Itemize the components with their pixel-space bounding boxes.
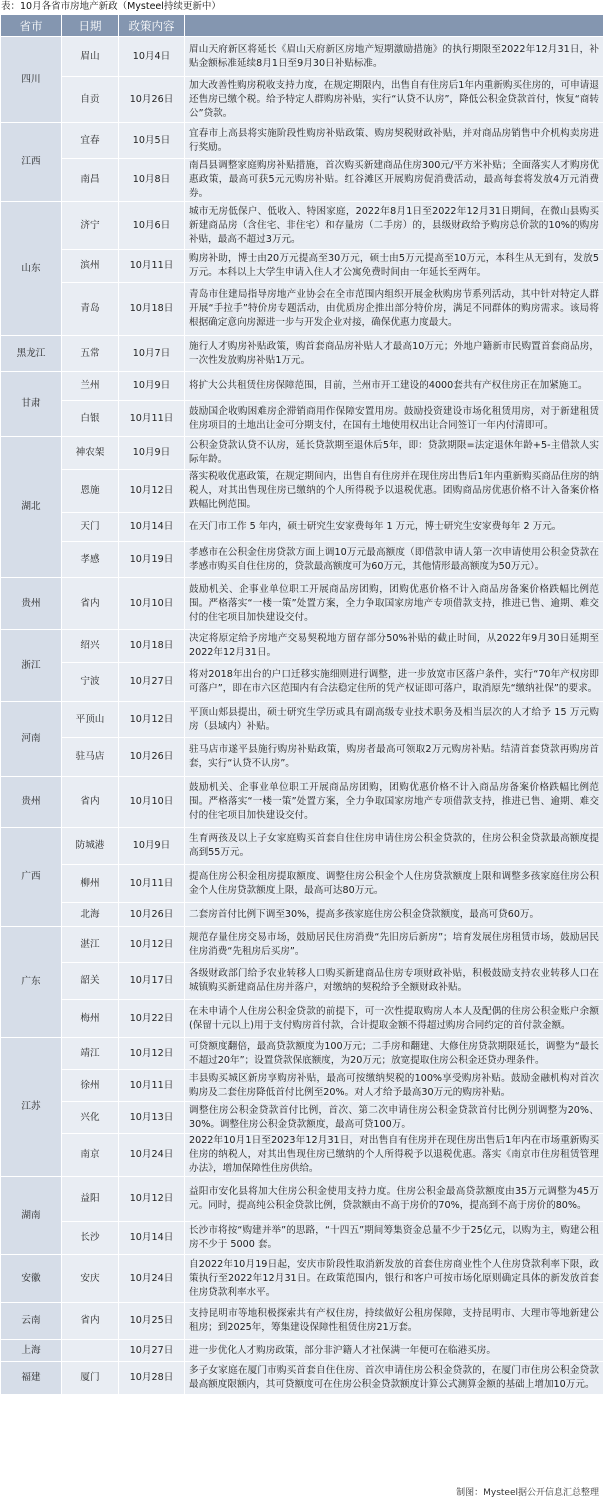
city-cell: 驻马店 bbox=[62, 738, 119, 777]
policy-text-cell: 益阳市安化县将加大住房公积金使用支持力度。住房公积金最高贷款额度由35万元调整为45万元。同时，提高纯公积金贷款比例，贷款额由不高于房价的70%，提高到不高于房价的80%。 bbox=[185, 1177, 603, 1222]
province-cell: 河南 bbox=[1, 702, 62, 777]
table-row bbox=[1, 283, 603, 336]
policy-text-cell: 各级财政部门给予农业转移人口购买新建商品住房专项财政补贴，积极鼓励支持农业转移人口在城镇购买新建商品住房并落户，对缴纳的契税给予全额财政补贴。 bbox=[185, 963, 603, 1000]
city-cell: 安庆 bbox=[62, 1255, 119, 1303]
city-cell: 孝感 bbox=[62, 542, 119, 578]
city-cell: 北海 bbox=[62, 903, 119, 927]
policy-text-cell: 提高住房公积金租房提取额度、调整住房公积金个人住房贷款额度上限和调整多孩家庭住房公积金个人住房贷款额度上限，最高可达80万元。 bbox=[185, 865, 603, 903]
province-cell: 甘肃 bbox=[1, 372, 62, 437]
date-cell: 10月12日 bbox=[119, 470, 185, 513]
province-cell: 上海 bbox=[1, 1340, 62, 1362]
table-row bbox=[1, 702, 603, 738]
date-cell: 10月28日 bbox=[119, 1362, 185, 1395]
date-cell: 10月14日 bbox=[119, 1222, 185, 1255]
date-cell: 10月11日 bbox=[119, 401, 185, 437]
date-cell: 10月26日 bbox=[119, 738, 185, 777]
table-row bbox=[1, 963, 603, 1000]
header-city: 日期 bbox=[62, 15, 119, 37]
city-cell: 五常 bbox=[62, 336, 119, 372]
city-cell: 白银 bbox=[62, 401, 119, 437]
city-cell: 南昌 bbox=[62, 159, 119, 202]
policy-text-cell: 支持昆明市等地积极探索共有产权住房，持续做好公租房保障，支持昆明市、大理市等地新建公租房；到2025年，筹集建设保障性租赁住房21万套。 bbox=[185, 1303, 603, 1340]
policy-text-cell: 生育两孩及以上子女家庭购买首套自住住房申请住房公积金贷款的，住房公积金贷款最高额度提高到55万元。 bbox=[185, 828, 603, 865]
city-cell: 济宁 bbox=[62, 202, 119, 250]
table-row bbox=[1, 663, 603, 702]
city-cell: 自贡 bbox=[62, 77, 119, 123]
table-row bbox=[1, 828, 603, 865]
policy-text-cell: 二套房首付比例下调至30%，提高多孩家庭住房公积金贷款额度，最高可贷60万。 bbox=[185, 903, 603, 927]
table-row bbox=[1, 437, 603, 470]
city-cell: 厦门 bbox=[62, 1362, 119, 1395]
province-cell: 云南 bbox=[1, 1303, 62, 1340]
policy-text-cell: 城市无房低保户、低收入、特困家庭，2022年8月1日至2022年12月31日期间，在微山县购买新建商品房（含住宅、非住宅）和存量房（二手房）的，县级财政给予购房总价款的10%的购房补贴，最高不超过3万元。 bbox=[185, 202, 603, 250]
table-row bbox=[1, 1362, 603, 1395]
city-cell: 宁波 bbox=[62, 663, 119, 702]
province-cell: 黑龙江 bbox=[1, 336, 62, 372]
table-row bbox=[1, 202, 603, 250]
city-cell: 省内 bbox=[62, 777, 119, 828]
city-cell: 省内 bbox=[62, 578, 119, 630]
date-cell: 10月19日 bbox=[119, 542, 185, 578]
policy-text-cell: 在未申请个人住房公积金贷款的前提下，可一次性提取购房人本人及配偶的住房公积金账户余额(保留十元以上)用于支付购房首付款，合计提取金额不得超过购房合同约定的首付款金额。 bbox=[185, 1000, 603, 1038]
city-cell: 防城港 bbox=[62, 828, 119, 865]
city-cell: 宜春 bbox=[62, 123, 119, 159]
table-row bbox=[1, 159, 603, 202]
province-cell: 浙江 bbox=[1, 630, 62, 702]
source-note: 制图：Mysteel据公开信息汇总整理 bbox=[456, 1488, 599, 1498]
city-cell: 南京 bbox=[62, 1134, 119, 1177]
policy-text-cell: 购房补助，博士由20万元提高至30万元，硕士由5万元提高至10万元，本科生从无到有，发放5万元。本科以上大学生申请入住人才公寓免费时间由一年延长至两年。 bbox=[185, 250, 603, 283]
city-cell: 省内 bbox=[62, 1303, 119, 1340]
province-cell: 江西 bbox=[1, 123, 62, 202]
table-row bbox=[1, 77, 603, 123]
city-cell: 兴化 bbox=[62, 1102, 119, 1134]
policy-text-cell: 鼓励机关、企事业单位职工开展商品房团购，团购优惠价格不计入商品房备案价格跌幅比例范围。严格落实“一楼一策”处置方案，全力争取国家房地产专项借款支持，推进已售、逾期、难交付的住宅项目加快建设交付。 bbox=[185, 578, 603, 630]
policy-text-cell: 鼓励国企收购困难房企滞销商用作保障安置用房。鼓励投资建设市场化租赁用房，对于新建租赁住房项目的土地出让金可分期支付，在国有土地使用权出让合同签订一年内付清即可。 bbox=[185, 401, 603, 437]
policy-text-cell: 进一步优化人才购房政策，部分非沪籍人才社保满一年便可在临港买房。 bbox=[185, 1340, 603, 1362]
policy-text-cell: 落实税收优惠政策，在规定期间内，出售自有住房并在现住房出售后1年内重新购买商品住房的纳税人，对其出售现住房已缴纳的个人所得税予以退税优惠。团购商品房优惠价格不计入备案价格跌幅比例范围。 bbox=[185, 470, 603, 513]
date-cell: 10月22日 bbox=[119, 1000, 185, 1038]
date-cell: 10月6日 bbox=[119, 202, 185, 250]
table-row bbox=[1, 777, 603, 828]
date-cell: 10月24日 bbox=[119, 1255, 185, 1303]
policy-text-cell: 鼓励机关、企事业单位职工开展商品房团购，团购优惠价格不计入商品房备案价格跌幅比例范围。严格落实“一楼一策”处置方案，全力争取国家房地产专项借款支持，推进已售、逾期、难交付的住宅项目加快建设交付。 bbox=[185, 777, 603, 828]
city-cell: 韶关 bbox=[62, 963, 119, 1000]
table-row bbox=[1, 865, 603, 903]
date-cell: 10月9日 bbox=[119, 828, 185, 865]
city-cell: 平顶山 bbox=[62, 702, 119, 738]
table-row bbox=[1, 250, 603, 283]
policy-text-cell: 2022年10月1日至2023年12月31日，对出售自有住房并在现住房出售后1年内在市场重新购买住房的纳税人，对其出售现住房已缴纳的个人所得税予以退税优惠。落实《南京市住房租赁管理办法》，增加保障性住房供给。 bbox=[185, 1134, 603, 1177]
table-row bbox=[1, 1177, 603, 1222]
date-cell: 10月27日 bbox=[119, 663, 185, 702]
city-cell: 梅州 bbox=[62, 1000, 119, 1038]
table-row bbox=[1, 513, 603, 542]
date-cell: 10月17日 bbox=[119, 963, 185, 1000]
date-cell: 10月5日 bbox=[119, 123, 185, 159]
city-cell: 柳州 bbox=[62, 865, 119, 903]
date-cell: 10月27日 bbox=[119, 1340, 185, 1362]
date-cell: 10月18日 bbox=[119, 283, 185, 336]
policy-text-cell: 规范存量住房交易市场，鼓励居民住房消费“先旧房后新房”；培育发展住房租赁市场，鼓励居民住房消费“先租房后买房”。 bbox=[185, 927, 603, 963]
table-row bbox=[1, 1303, 603, 1340]
city-cell: 靖江 bbox=[62, 1038, 119, 1070]
province-cell: 山东 bbox=[1, 202, 62, 336]
date-cell: 10月4日 bbox=[119, 37, 185, 77]
province-cell: 福建 bbox=[1, 1362, 62, 1395]
policy-text-cell: 长沙市将按“购建并举”的思路，“十四五”期间筹集资金总量不少于25亿元，以购为主，购建公租房不少于 5000 套。 bbox=[185, 1222, 603, 1255]
province-cell: 湖南 bbox=[1, 1177, 62, 1255]
date-cell: 10月18日 bbox=[119, 630, 185, 663]
date-cell: 10月12日 bbox=[119, 1038, 185, 1070]
policy-text-cell: 公积金贷款认贷不认房，延长贷款期至退休后5年，即：贷款期限=法定退休年龄+5-主借款人实际年龄。 bbox=[185, 437, 603, 470]
province-cell: 四川 bbox=[1, 37, 62, 123]
policy-text-cell: 可贷额度翻倍，最高贷款额度为100万元；二手房和翻建、大修住房贷款期限延长，调整为“最长不超过20年”；设置贷款保底额度，为20万元；放宽提取住房公积金还贷办理条件。 bbox=[185, 1038, 603, 1070]
city-cell: 眉山 bbox=[62, 37, 119, 77]
date-cell: 10月9日 bbox=[119, 437, 185, 470]
table-row bbox=[1, 927, 603, 963]
date-cell: 10月11日 bbox=[119, 250, 185, 283]
date-cell: 10月12日 bbox=[119, 1177, 185, 1222]
province-cell: 广西 bbox=[1, 828, 62, 927]
table-row bbox=[1, 1038, 603, 1070]
table-row bbox=[1, 470, 603, 513]
table-caption: 表：10月各省市房地产新政（Mysteel持续更新中） bbox=[1, 1, 221, 12]
table-row bbox=[1, 630, 603, 663]
table-row bbox=[1, 336, 603, 372]
province-cell: 江苏 bbox=[1, 1038, 62, 1177]
city-cell: 天门 bbox=[62, 513, 119, 542]
city-cell: 恩施 bbox=[62, 470, 119, 513]
city-cell: 湛江 bbox=[62, 927, 119, 963]
policy-text-cell: 宜春市上高县将实施阶段性购房补贴政策、购房契税财政补贴，并对商品房销售中介机构卖房进行奖励。 bbox=[185, 123, 603, 159]
table-header-row bbox=[1, 15, 603, 37]
province-cell: 贵州 bbox=[1, 578, 62, 630]
province-cell: 湖北 bbox=[1, 437, 62, 578]
policy-text-cell: 调整住房公积金贷款首付比例，首次、第二次申请住房公积金贷款首付比例分别调整为20%、30%。调整住房公积金贷款额度，最高可贷100万。 bbox=[185, 1102, 603, 1134]
table-row bbox=[1, 542, 603, 578]
date-cell: 10月24日 bbox=[119, 1134, 185, 1177]
table-row bbox=[1, 1255, 603, 1303]
date-cell: 10月14日 bbox=[119, 513, 185, 542]
date-cell: 10月12日 bbox=[119, 702, 185, 738]
table-row bbox=[1, 1102, 603, 1134]
city-cell bbox=[62, 1340, 119, 1362]
date-cell: 10月11日 bbox=[119, 1070, 185, 1102]
table-row bbox=[1, 123, 603, 159]
table-row bbox=[1, 1222, 603, 1255]
date-cell: 10月7日 bbox=[119, 336, 185, 372]
policy-text-cell: 孝感市在公积金住房贷款方面上调10万元最高额度（即借款申请人第一次申请使用公积金贷款在孝感市购买自住住房的，贷款最高额度可为60万元，其他情形最高额度为50万元）。 bbox=[185, 542, 603, 578]
province-cell: 贵州 bbox=[1, 777, 62, 828]
date-cell: 10月9日 bbox=[119, 372, 185, 401]
table-row bbox=[1, 1000, 603, 1038]
date-cell: 10月10日 bbox=[119, 777, 185, 828]
city-cell: 滨州 bbox=[62, 250, 119, 283]
policy-text-cell: 南昌县调整家庭购房补贴措施，首次购买新建商品住房300元/平方米补贴；全面落实人才购房优惠政策，最高可获5元元购房补贴。红谷滩区开展购房促消费活动，最高每套将发放4万元消费券。 bbox=[185, 159, 603, 202]
policy-text-cell: 眉山天府新区将延长《眉山天府新区房地产短期激励措施》的执行期限至2022年12月31日，补贴金额标准延续8月1日至9月30日补贴标准。 bbox=[185, 37, 603, 77]
date-cell: 10月26日 bbox=[119, 77, 185, 123]
date-cell: 10月8日 bbox=[119, 159, 185, 202]
table-row bbox=[1, 578, 603, 630]
city-cell: 兰州 bbox=[62, 372, 119, 401]
date-cell: 10月13日 bbox=[119, 1102, 185, 1134]
table-row bbox=[1, 903, 603, 927]
policy-text-cell: 驻马店市遂平县施行购房补贴政策，购房者最高可领取2万元购房补贴。结清首套贷款再购房首套，实行“认贷不认房”。 bbox=[185, 738, 603, 777]
table-row bbox=[1, 738, 603, 777]
province-cell: 广东 bbox=[1, 927, 62, 1038]
date-cell: 10月11日 bbox=[119, 865, 185, 903]
table-row bbox=[1, 1340, 603, 1362]
table-row bbox=[1, 372, 603, 401]
city-cell: 徐州 bbox=[62, 1070, 119, 1102]
header-province: 省市 bbox=[1, 15, 62, 37]
policy-text-cell: 平顶山郏县提出，硕士研究生学历或具有副高级专业技术职务及相当层次的人才给予 15 万元购房（县域内）补贴。 bbox=[185, 702, 603, 738]
policy-text-cell: 将扩大公共租赁住房保障范围，目前，兰州市开工建设的4000套共有产权住房正在加紧施工。 bbox=[185, 372, 603, 401]
date-cell: 10月10日 bbox=[119, 578, 185, 630]
policy-text-cell: 丰县购买城区新房享购房补贴，最高可按缴纳契税的100%享受购房补贴。鼓励金融机构对首次购房及二套住房降低首付比例至20%。对人才给予最高30万元的购房补贴。 bbox=[185, 1070, 603, 1102]
policy-text-cell: 自2022年10月19日起，安庆市阶段性取消新发放的首套住房商业性个人住房贷款利率下限，政策执行至2022年12月31日。在政策范围内，银行和客户可按市场化原则确定具体的新发放首套住房贷款利率水平。 bbox=[185, 1255, 603, 1303]
policy-text-cell: 在天门市工作 5 年内，硕士研究生安家费每年 1 万元，博士研究生安家费每年 2 万元。 bbox=[185, 513, 603, 542]
policy-table bbox=[0, 14, 603, 1395]
city-cell: 益阳 bbox=[62, 1177, 119, 1222]
table-body bbox=[1, 37, 603, 1395]
province-cell: 安徽 bbox=[1, 1255, 62, 1303]
table-row bbox=[1, 1070, 603, 1102]
table-row bbox=[1, 37, 603, 77]
date-cell: 10月26日 bbox=[119, 903, 185, 927]
header-policy bbox=[185, 15, 603, 37]
policy-text-cell: 将对2018年出台的户口迁移实施细则进行调整，进一步放宽市区落户条件，实行“70年产权房即可落户”，即在市六区范围内有合法稳定住所的凭产权证即可落户，取消原先“缴纳社保”的要求。 bbox=[185, 663, 603, 702]
policy-text-cell: 决定将原定给予房地产交易契税地方留存部分50%补贴的截止时间，从2022年9月30日延期至2022年12月31日。 bbox=[185, 630, 603, 663]
city-cell: 青岛 bbox=[62, 283, 119, 336]
city-cell: 绍兴 bbox=[62, 630, 119, 663]
table-row bbox=[1, 1134, 603, 1177]
city-cell: 神农架 bbox=[62, 437, 119, 470]
policy-text-cell: 施行人才购房补贴政策，购首套商品房补贴人才最高10万元；外地户籍新市民购置首套商品房，一次性发放购房补贴1万元。 bbox=[185, 336, 603, 372]
date-cell: 10月25日 bbox=[119, 1303, 185, 1340]
city-cell: 长沙 bbox=[62, 1222, 119, 1255]
table-row bbox=[1, 401, 603, 437]
policy-text-cell: 青岛市住建局指导房地产业协会在全市范围内组织开展金秋购房节系列活动，其中针对特定人群开展“手拉手”特价房专题活动，由优质房企推出部分特价房，满足不同群体的购房需求。该局将根据确定意向房源进一步与开发企业对接，确保优惠力度最大。 bbox=[185, 283, 603, 336]
policy-text-cell: 加大改善性购房税收支持力度，在规定期限内，出售自有住房后1年内重新购买住房的，可申请退还售房已缴个税。给予特定人群购房补贴，实行“认贷不认房”，降低公积金贷款首付，恢复“商转公”贷款。 bbox=[185, 77, 603, 123]
date-cell: 10月12日 bbox=[119, 927, 185, 963]
header-date: 政策内容 bbox=[119, 15, 185, 37]
policy-text-cell: 多子女家庭在厦门市购买首套自住住房、首次申请住房公积金贷款的，在厦门市住房公积金贷款最高额度限额内，其可贷额度可在住房公积金贷款额度计算公式测算金额的基础上增加10万元。 bbox=[185, 1362, 603, 1395]
